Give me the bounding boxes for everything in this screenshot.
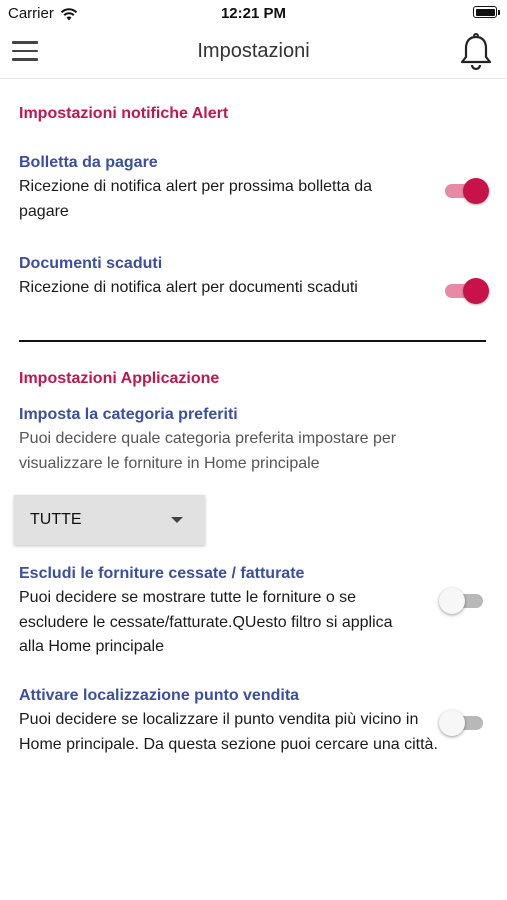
app-section-title: Impostazioni Applicazione: [19, 370, 220, 387]
store-location-description: Puoi decidere se localizzare il punto vendita più vicino in Home principale. Da questa sezione puoi cercare una città.: [19, 711, 438, 753]
battery-icon: [473, 6, 497, 18]
store-location-title: Attivare localizzazione punto vendita: [19, 687, 300, 704]
status-bar: [0, 0, 507, 28]
bill-due-title: Bolletta da pagare: [19, 154, 158, 171]
exclude-supplies-title: Escludi le forniture cessate / fatturate: [19, 565, 305, 582]
expired-docs-title: Documenti scaduti: [19, 255, 163, 272]
bill-due-toggle[interactable]: [443, 178, 485, 204]
store-location-toggle[interactable]: [443, 710, 485, 736]
expired-docs-toggle[interactable]: [443, 278, 485, 304]
favorite-category-title: Imposta la categoria preferiti: [19, 406, 238, 423]
app-bar: [0, 28, 507, 79]
exclude-supplies-toggle[interactable]: [443, 588, 485, 614]
exclude-supplies-description: Puoi decidere se mostrare tutte le forniture o se escludere le cessate/fatturate.QUesto filtro si applica alla Home principale: [19, 589, 393, 655]
alert-section-title: Impostazioni notifiche Alert: [19, 105, 229, 122]
bell-icon[interactable]: [457, 32, 495, 72]
clock: 12:21 PM: [220, 5, 287, 22]
expired-docs-description: Ricezione di notifica alert per documenti scaduti: [19, 279, 358, 296]
bill-due-description: Ricezione di notifica alert per prossima bolletta da pagare: [19, 178, 373, 220]
page-title: Impostazioni: [197, 40, 310, 62]
section-divider: [19, 340, 486, 342]
favorite-category-description: Puoi decidere quale categoria preferita impostare per visualizzare le forniture in Home principale: [19, 430, 397, 472]
caret-down-icon: [171, 517, 183, 523]
carrier-label: Carrier: [8, 5, 54, 22]
dropdown-selected-value: TUTTE: [30, 511, 82, 528]
favorite-category-dropdown[interactable]: [14, 495, 205, 545]
